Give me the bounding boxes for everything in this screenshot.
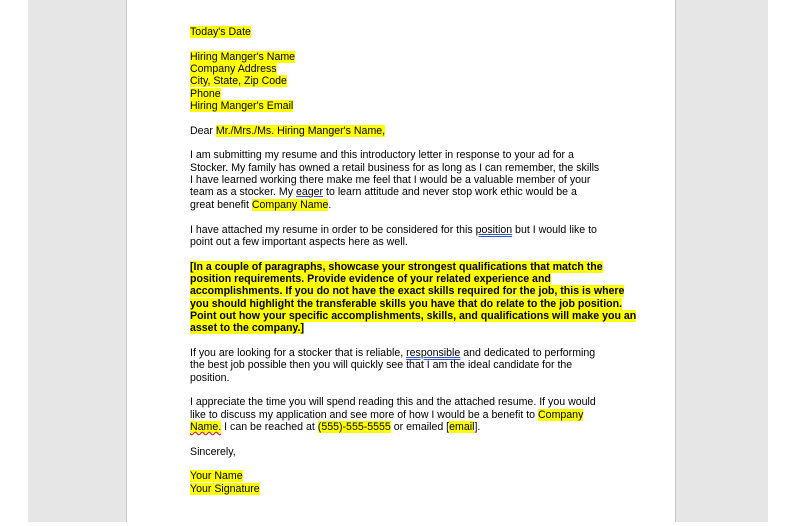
grammar-flagged-word[interactable]: eager	[295, 186, 324, 199]
email-placeholder: email	[449, 421, 475, 433]
text-segment: or emailed [	[390, 421, 450, 433]
cover-letter-body[interactable]	[190, 26, 637, 507]
paragraph-intro	[190, 149, 615, 211]
text-segment: If you are looking for a stocker that is reliable,	[190, 346, 407, 359]
text-segment: team as a stocker. My	[190, 186, 296, 199]
text-segment: and dedicated to performing	[460, 346, 596, 359]
document-page[interactable]	[126, 0, 676, 522]
text-line: I appreciate the time you will spend reading this and the attached resume. If you would	[190, 396, 596, 409]
paragraph-ideal-candidate	[190, 347, 615, 384]
text-segment: I have attached my resume in order to be considered for this	[190, 223, 476, 236]
text-line: position.	[190, 371, 230, 384]
salutation	[190, 125, 615, 137]
text-segment: to learn attitude and never stop work ethic would be a	[323, 186, 577, 199]
text-segment: .	[328, 198, 332, 211]
text-segment: like to discuss my application and see more of how I would be a benefit to	[190, 408, 539, 421]
instruction-line: Point out how your specific accomplishments, skills, and qualifications will make you an	[190, 309, 637, 322]
recipient-name: Hiring Manger's Name	[190, 50, 296, 63]
paragraph-qualifications-instructions	[190, 260, 637, 335]
closing-text: Sincerely,	[190, 445, 236, 458]
text-line: I have learned working there make me feel that I would be a valuable member of your	[190, 174, 591, 187]
instruction-line: [In a couple of paragraphs, showcase your strongest qualifications that match the	[190, 260, 603, 273]
paragraph-attached-resume	[190, 224, 615, 249]
salutation-name: Mr./Mrs./Ms. Hiring Manger's Name,	[215, 124, 386, 137]
instruction-line: position requirements. Provide evidence of your related experience and	[190, 272, 551, 285]
recipient-email: Hiring Manger's Email	[190, 100, 294, 113]
instruction-line: asset to the company.]	[190, 322, 305, 335]
text-line: Stocker. My family has owned a retail business for as long as I can remember, the skills	[190, 161, 600, 174]
paragraph-closing	[190, 396, 615, 433]
signature-name: Your Name	[190, 470, 243, 483]
grammar-flagged-word[interactable]: position	[475, 223, 513, 236]
instruction-line: accomplishments. If you do not have the exact skills required for the job, this is where	[190, 285, 625, 298]
grammar-flagged-word[interactable]: responsible	[406, 346, 461, 359]
instruction-line: you should highlight the transferable skills you have that do relate to the job position.	[190, 297, 623, 310]
company-name-placeholder: Company Name	[251, 198, 329, 211]
date-block	[190, 26, 615, 38]
phone-placeholder: (555)-555-5555	[317, 421, 391, 433]
date-text: Today's Date	[190, 26, 251, 38]
signature-block	[190, 470, 615, 495]
recipient-company-address: Company Address	[190, 63, 277, 76]
text-line: the best job possible then you will quickly see that I am the ideal candidate for the	[190, 359, 573, 372]
recipient-block	[190, 51, 615, 113]
text-line: point out a few important aspects here as well.	[190, 235, 408, 248]
spelling-flagged-word[interactable]: Name.	[190, 421, 222, 433]
signature-line: Your Signature	[190, 482, 260, 495]
text-segment: ].	[474, 421, 481, 433]
text-segment: but I would like to	[512, 223, 597, 236]
text-segment: I can be reached at	[221, 421, 318, 433]
text-segment: great benefit	[190, 198, 252, 211]
closing-block	[190, 446, 615, 458]
recipient-city-state-zip: City, State, Zip Code	[190, 75, 287, 88]
recipient-phone: Phone	[190, 87, 221, 100]
company-name-placeholder: Company	[538, 408, 584, 421]
text-line: I am submitting my resume and this introductory letter in response to your ad for a	[190, 149, 574, 162]
salutation-prefix: Dear	[190, 124, 216, 137]
